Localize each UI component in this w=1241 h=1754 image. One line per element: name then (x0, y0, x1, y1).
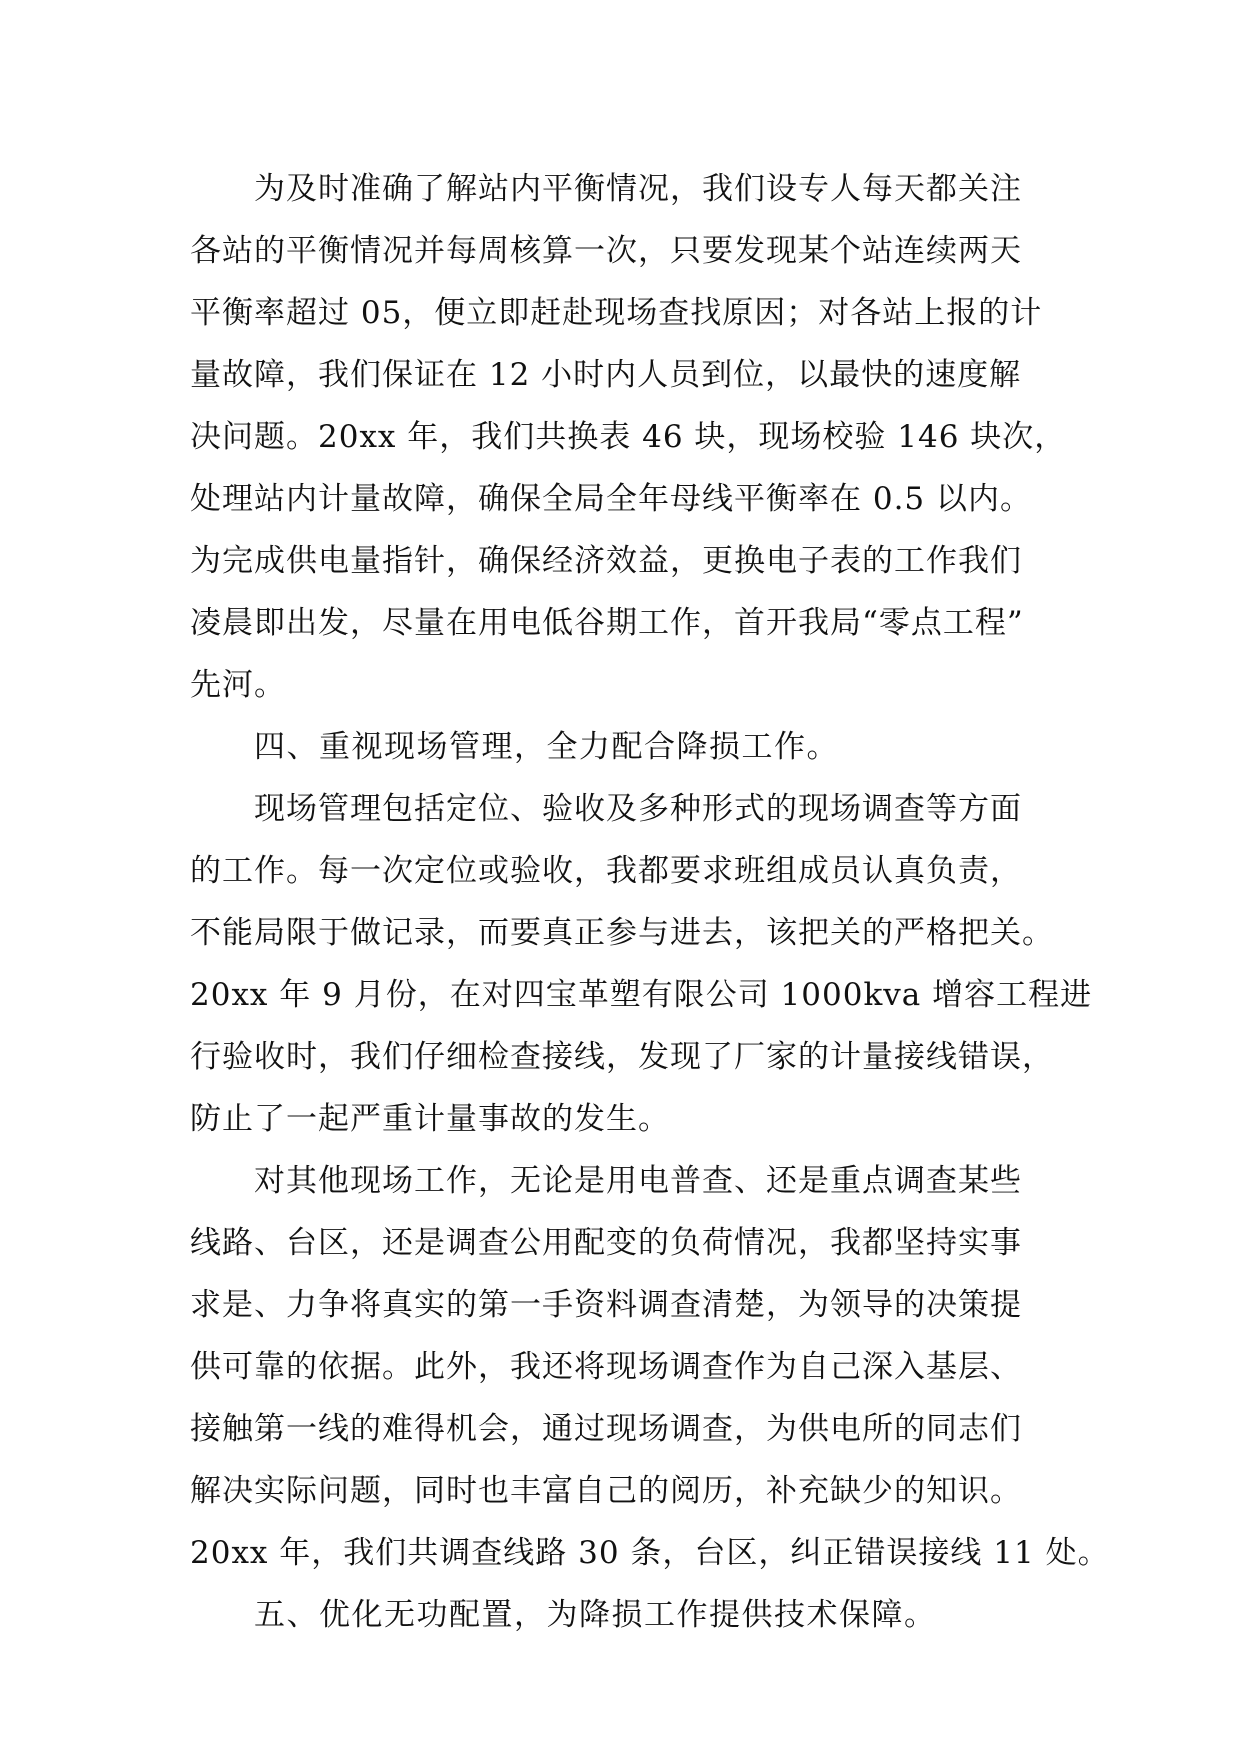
paragraph-line: 20xx 年 9 月份，在对四宝革塑有限公司 1000kva 增容工程进 (190, 977, 1093, 1013)
paragraph-line: 的工作。每一次定位或验收，我都要求班组成员认真负责， (190, 853, 1022, 889)
paragraph-line: 处理站内计量故障，确保全局全年母线平衡率在 0.5 以内。 (190, 481, 1033, 517)
paragraph-line: 决问题。20xx 年，我们共换表 46 块，现场校验 146 块次， (190, 419, 1067, 455)
paragraph-line: 求是、力争将真实的第一手资料调查清楚，为领导的决策提 (190, 1287, 1022, 1323)
paragraph-line: 解决实际问题，同时也丰富自己的阅历，补充缺少的知识。 (190, 1473, 1022, 1509)
paragraph-line: 接触第一线的难得机会，通过现场调查，为供电所的同志们 (190, 1411, 1022, 1447)
paragraph-line: 为及时准确了解站内平衡情况，我们设专人每天都关注 (254, 171, 1022, 207)
paragraph-line: 供可靠的依据。此外，我还将现场调查作为自己深入基层、 (190, 1349, 1022, 1385)
paragraph-line: 现场管理包括定位、验收及多种形式的现场调查等方面 (254, 791, 1022, 827)
paragraph-line: 对其他现场工作，无论是用电普查、还是重点调查某些 (254, 1163, 1022, 1199)
section-heading-4: 四、重视现场管理，全力配合降损工作。 (254, 729, 839, 765)
paragraph-line: 各站的平衡情况并每周核算一次，只要发现某个站连续两天 (190, 233, 1022, 269)
paragraph-line: 防止了一起严重计量事故的发生。 (190, 1101, 670, 1137)
paragraph-line: 20xx 年，我们共调查线路 30 条，台区，纠正错误接线 11 处。 (190, 1535, 1110, 1571)
paragraph-line: 先河。 (190, 667, 286, 703)
paragraph-line: 线路、台区，还是调查公用配变的负荷情况，我都坚持实事 (190, 1225, 1022, 1261)
paragraph-line: 为完成供电量指针，确保经济效益，更换电子表的工作我们 (190, 543, 1022, 579)
paragraph-line: 平衡率超过 05，便立即赶赴现场查找原因；对各站上报的计 (190, 295, 1043, 331)
document-body (190, 158, 1110, 1646)
paragraph-line: 凌晨即出发，尽量在用电低谷期工作，首开我局“零点工程” (190, 605, 1024, 641)
section-heading-5: 五、优化无功配置，为降损工作提供技术保障。 (254, 1597, 937, 1633)
paragraph-line: 不能局限于做记录，而要真正参与进去，该把关的严格把关。 (190, 915, 1054, 951)
paragraph-line: 量故障，我们保证在 12 小时内人员到位，以最快的速度解 (190, 357, 1022, 393)
paragraph-line: 行验收时，我们仔细检查接线，发现了厂家的计量接线错误， (190, 1039, 1054, 1075)
